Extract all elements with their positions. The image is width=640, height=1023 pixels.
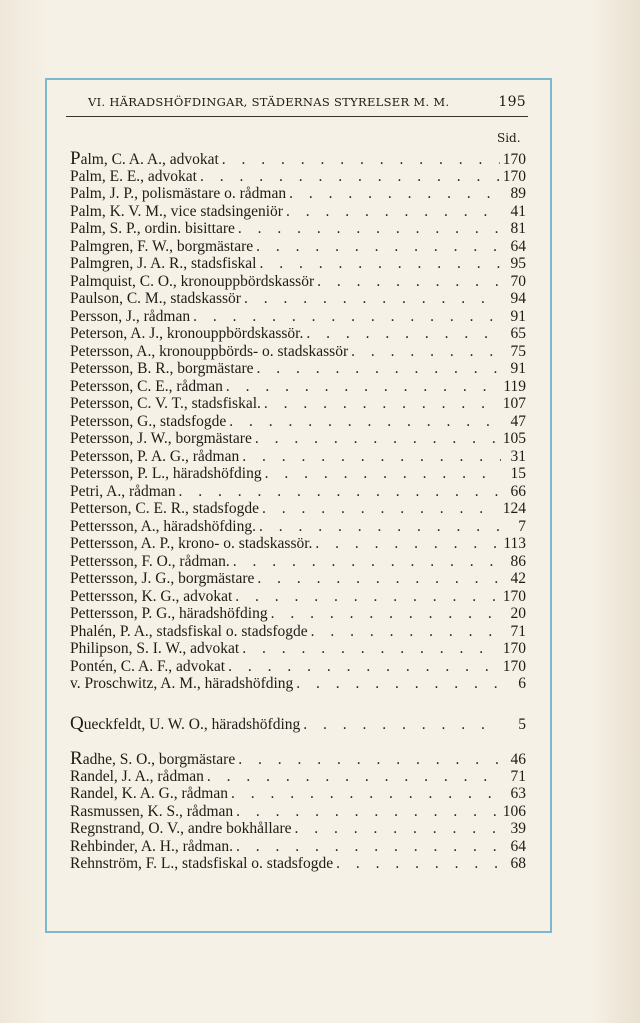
- dot-leader: [238, 751, 501, 769]
- dot-leader: [257, 360, 501, 378]
- dot-leader: [236, 803, 500, 821]
- index-entry: [70, 203, 526, 221]
- dot-leader: [233, 553, 501, 571]
- entry-page-number: 64: [510, 237, 526, 255]
- dot-leader: [242, 448, 501, 466]
- entry-name: [70, 623, 308, 641]
- entry-name: [70, 290, 241, 308]
- index-entry: [70, 220, 526, 238]
- entry-name: [70, 255, 256, 273]
- index-entry: [70, 290, 526, 308]
- entry-text: Palm, J. P., polismästare o. rådman: [70, 185, 287, 202]
- entry-text: Pettersson, A. P., krono- o. stadskassör.: [70, 535, 313, 552]
- index-entry: [70, 785, 526, 803]
- entry-text: Pettersson, K. G., advokat: [70, 587, 233, 605]
- entry-name: [70, 588, 232, 606]
- dot-leader: [295, 820, 501, 838]
- entry-name: [70, 855, 333, 873]
- dot-leader: [222, 151, 500, 169]
- index-entry: [70, 588, 526, 606]
- entry-page-number: 170: [502, 640, 526, 657]
- entry-text: Petersson, P. A. G., rådman: [70, 447, 240, 465]
- entry-name: [70, 448, 239, 466]
- index-entry: [70, 465, 526, 483]
- dot-leader: [259, 518, 501, 536]
- entry-initial: R: [70, 748, 83, 769]
- dot-leader: [256, 238, 501, 256]
- index-entry: [70, 803, 526, 821]
- index-entry: [70, 343, 526, 361]
- entry-text: Rasmussen, K. S., rådman: [70, 802, 234, 820]
- entry-name: [70, 203, 283, 221]
- dot-leader: [231, 785, 501, 803]
- index-entry: [70, 448, 526, 466]
- dot-leader: [178, 483, 501, 501]
- entry-name: [70, 518, 256, 536]
- index-entry: [70, 712, 526, 734]
- entry-text: alm, C. A. A., advokat: [80, 151, 219, 168]
- entry-page-number: 71: [510, 622, 526, 640]
- dot-leader: [264, 395, 500, 413]
- entry-text: Pettersson, P. G., häradshöfding: [70, 605, 268, 622]
- entry-text: Peterson, A. J., kronouppbördskassör.: [70, 325, 304, 342]
- dot-leader: [200, 168, 500, 186]
- index-entry: [70, 675, 526, 693]
- entry-initial: Q: [70, 712, 84, 734]
- group-spacer: [70, 732, 526, 750]
- index-entry: [70, 750, 526, 768]
- dot-leader: [289, 185, 501, 203]
- entry-page-number: 81: [510, 220, 526, 237]
- entry-name: [70, 168, 197, 186]
- entry-page-number: 68: [510, 855, 526, 872]
- entry-name: [70, 785, 228, 803]
- entry-text: Palmgren, F. W., borgmästare: [70, 237, 254, 255]
- dot-leader: [265, 465, 501, 483]
- entry-name: [70, 803, 233, 821]
- index-entry: [70, 553, 526, 571]
- entry-text: Philipson, S. I. W., advokat: [70, 640, 240, 657]
- entry-text: Petersson, G., stadsfogde: [70, 412, 227, 430]
- entry-name: [70, 640, 239, 658]
- entry-page-number: 70: [510, 272, 526, 290]
- entry-page-number: 170: [502, 587, 526, 605]
- dot-leader: [244, 290, 501, 308]
- dot-leader: [306, 325, 501, 343]
- entry-page-number: 42: [510, 570, 526, 587]
- index-entry: [70, 308, 526, 326]
- entry-page-number: 91: [510, 360, 526, 377]
- entry-text: Palm, S. P., ordin. bisittare: [70, 220, 235, 237]
- dot-leader: [257, 570, 501, 588]
- entry-name: [70, 308, 190, 326]
- entry-page-number: 63: [510, 785, 526, 802]
- index-entries: [70, 150, 526, 873]
- entry-text: Palmquist, C. O., kronouppbördskassör: [70, 272, 315, 290]
- entry-page-number: 119: [503, 377, 526, 395]
- entry-text: Randel, J. A., rådman: [70, 767, 204, 785]
- entry-name: [70, 343, 348, 361]
- entry-text: Petri, A., rådman: [70, 482, 176, 500]
- entry-name: [70, 838, 233, 856]
- entry-name: [70, 430, 252, 448]
- index-entry: [70, 168, 526, 186]
- dot-leader: [286, 203, 501, 221]
- entry-initial: P: [70, 148, 81, 169]
- entry-name: [70, 413, 226, 431]
- entry-name: [70, 220, 235, 238]
- index-entry: [70, 413, 526, 431]
- entry-page-number: 47: [510, 412, 526, 430]
- entry-text: Pettersson, F. O., rådman.: [70, 552, 230, 570]
- dot-leader: [336, 855, 501, 873]
- index-entry: [70, 255, 526, 273]
- index-entry: [70, 378, 526, 396]
- entry-page-number: 94: [510, 290, 526, 307]
- entry-name: [70, 553, 230, 571]
- entry-name: [70, 605, 268, 623]
- index-entry: [70, 855, 526, 873]
- entry-text: Petersson, A., kronouppbörds- o. stadskassör: [70, 342, 349, 360]
- entry-text: Palmgren, J. A. R., stadsfiskal: [70, 255, 257, 272]
- index-entry: [70, 820, 526, 838]
- index-entry: [70, 500, 526, 518]
- dot-leader: [351, 343, 501, 361]
- dot-leader: [315, 535, 500, 553]
- entry-page-number: 65: [510, 325, 526, 342]
- entry-name: [70, 820, 292, 838]
- entry-page-number: 106: [502, 802, 526, 820]
- dot-leader: [229, 413, 501, 431]
- entry-text: Phalén, P. A., stadsfiskal o. stadsfogde: [70, 622, 308, 640]
- index-entry: [70, 483, 526, 501]
- entry-name: [70, 483, 175, 501]
- entry-page-number: 5: [518, 715, 526, 733]
- entry-text: Pettersson, A., häradshöfding.: [70, 517, 256, 535]
- entry-text: Petersson, P. L., häradshöfding: [70, 465, 262, 482]
- entry-page-number: 71: [510, 767, 526, 785]
- entry-page-number: 20: [510, 605, 526, 622]
- dot-leader: [317, 273, 501, 291]
- entry-name: [70, 465, 262, 483]
- entry-page-number: 86: [510, 552, 526, 570]
- entry-text: Rehnström, F. L., stadsfiskal o. stadsfogde: [70, 855, 334, 872]
- index-entry: [70, 150, 526, 168]
- entry-text: Petersson, J. W., borgmästare: [70, 430, 252, 447]
- entry-name: [70, 675, 293, 693]
- entry-name: [70, 185, 286, 203]
- entry-page-number: 39: [510, 820, 526, 837]
- entry-text: Persson, J., rådman: [70, 307, 191, 325]
- entry-text: Paulson, C. M., stadskassör: [70, 290, 241, 307]
- dot-leader: [207, 768, 501, 786]
- header-page-number: 195: [498, 94, 526, 110]
- entry-name: [70, 273, 314, 291]
- index-entry: [70, 658, 526, 676]
- index-entry: [70, 360, 526, 378]
- page-column-label: Sid.: [497, 131, 521, 145]
- dot-leader: [228, 658, 500, 676]
- entry-page-number: 66: [510, 482, 526, 500]
- entry-page-number: 41: [510, 202, 526, 220]
- entry-page-number: 95: [510, 255, 526, 272]
- entry-text: Pettersson, J. G., borgmästare: [70, 570, 255, 587]
- entry-page-number: 107: [502, 395, 526, 412]
- index-entry: [70, 395, 526, 413]
- entry-text: Pontén, C. A. F., advokat: [70, 657, 226, 675]
- entry-page-number: 105: [502, 430, 526, 447]
- entry-text: Petersson, B. R., borgmästare: [70, 360, 254, 377]
- dot-leader: [242, 640, 500, 658]
- entry-text: Petterson, C. E. R., stadsfogde: [70, 500, 259, 517]
- entry-name: [70, 658, 225, 676]
- index-entry: [70, 518, 526, 536]
- index-entry: [70, 325, 526, 343]
- index-entry: [70, 570, 526, 588]
- entry-text: adhe, S. O., borgmästare: [82, 751, 236, 768]
- entry-page-number: 170: [502, 151, 526, 168]
- dot-leader: [259, 255, 501, 273]
- index-entry: [70, 768, 526, 786]
- entry-name: [70, 570, 254, 588]
- entry-name: [70, 535, 312, 553]
- index-entry: [70, 640, 526, 658]
- header-title: VI. HÄRADSHÖFDINGAR, STÄDERNAS STYRELSER M. M.: [88, 95, 450, 109]
- entry-page-number: 7: [518, 517, 526, 535]
- index-entry: [70, 238, 526, 256]
- dot-leader: [236, 838, 501, 856]
- dot-leader: [262, 500, 500, 518]
- dot-leader: [303, 716, 501, 734]
- index-entry: [70, 430, 526, 448]
- entry-text: Randel, K. A. G., rådman: [70, 785, 228, 802]
- index-entry: [70, 535, 526, 553]
- entry-name: [70, 360, 254, 378]
- entry-text: ueckfeldt, U. W. O., häradshöfding: [83, 715, 301, 733]
- index-entry: [70, 605, 526, 623]
- dot-leader: [296, 675, 501, 693]
- entry-page-number: 91: [510, 307, 526, 325]
- entry-text: Regnstrand, O. V., andre bokhållare: [70, 820, 292, 837]
- entry-name: [70, 712, 301, 734]
- entry-name: [70, 395, 261, 413]
- entry-page-number: 113: [503, 535, 526, 552]
- dot-leader: [193, 308, 501, 326]
- dot-leader: [255, 430, 500, 448]
- entry-text: Petersson, C. E., rådman: [70, 377, 223, 395]
- entry-text: Palm, E. E., advokat: [70, 167, 197, 185]
- entry-name: [70, 500, 259, 518]
- index-entry: [70, 185, 526, 203]
- running-header: [88, 94, 526, 110]
- entry-text: Rehbinder, A. H., rådman.: [70, 837, 233, 855]
- entry-text: Palm, K. V. M., vice stadsingeniör: [70, 202, 283, 220]
- entry-page-number: 64: [510, 837, 526, 855]
- entry-name: [70, 150, 219, 169]
- index-entry: [70, 838, 526, 856]
- entry-name: [70, 238, 253, 256]
- entry-text: v. Proschwitz, A. M., häradshöfding: [70, 675, 294, 692]
- entry-name: [70, 750, 235, 769]
- entry-page-number: 6: [518, 675, 526, 692]
- group-spacer: [70, 693, 526, 715]
- entry-text: Petersson, C. V. T., stadsfiskal.: [70, 395, 261, 412]
- index-entry: [70, 623, 526, 641]
- entry-name: [70, 378, 223, 396]
- entry-name: [70, 768, 204, 786]
- entry-page-number: 170: [502, 657, 526, 675]
- entry-page-number: 75: [510, 342, 526, 360]
- entry-page-number: 31: [510, 447, 526, 465]
- entry-page-number: 124: [502, 500, 526, 517]
- dot-leader: [238, 220, 501, 238]
- entry-page-number: 89: [510, 185, 526, 202]
- dot-leader: [311, 623, 501, 641]
- header-rule: [66, 116, 528, 117]
- index-entry: [70, 273, 526, 291]
- entry-page-number: 170: [502, 167, 526, 185]
- entry-page-number: 15: [510, 465, 526, 482]
- dot-leader: [235, 588, 499, 606]
- entry-name: [70, 325, 303, 343]
- dot-leader: [271, 605, 501, 623]
- entry-page-number: 46: [510, 751, 526, 768]
- dot-leader: [226, 378, 500, 396]
